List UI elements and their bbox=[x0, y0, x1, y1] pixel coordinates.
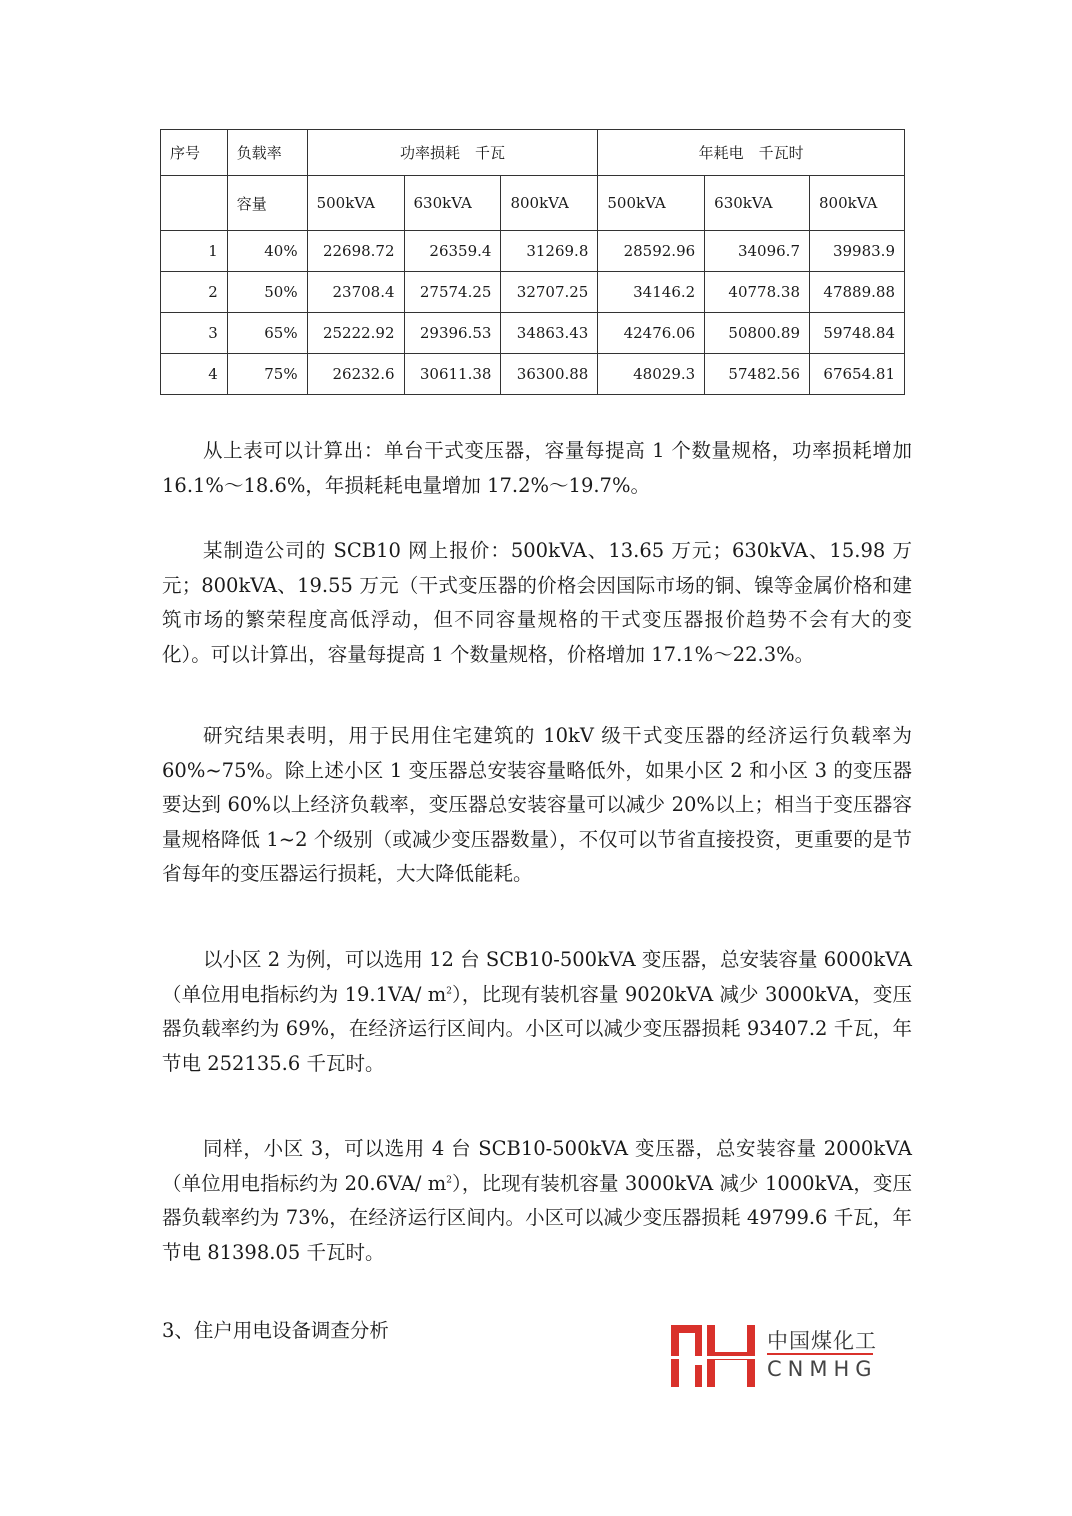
header-energy-cap: 800kVA bbox=[810, 176, 905, 231]
energy-cell: 47889.88 bbox=[810, 272, 905, 313]
table-row bbox=[161, 313, 905, 354]
header-load-rate: 负载率 bbox=[227, 130, 307, 176]
header-power-cap: 500kVA bbox=[307, 176, 404, 231]
energy-cell: 28592.96 bbox=[598, 231, 705, 272]
header-power-cap: 630kVA bbox=[404, 176, 501, 231]
header-capacity: 容量 bbox=[227, 176, 307, 231]
energy-cell: 34096.7 bbox=[705, 231, 810, 272]
table-row bbox=[161, 231, 905, 272]
energy-cell: 57482.56 bbox=[705, 354, 810, 395]
energy-cell: 50800.89 bbox=[705, 313, 810, 354]
power-loss-cell: 26232.6 bbox=[307, 354, 404, 395]
power-loss-cell: 23708.4 bbox=[307, 272, 404, 313]
logo-english-text: CNMHG bbox=[767, 1357, 878, 1381]
paragraph-price-quote: 某制造公司的 SCB10 网上报价：500kVA、13.65 万元；630kVA、15.98 万元；800kVA、19.55 万元（干式变压器的价格会因国际市场的铜、镍等金属价格和建筑市场的繁荣程度高低浮动，但不同容量规格的干式变压器报价趋势不会有大的变化）。可以计算出，容量每提高 1 个数量规格，价格增加 17.1%～22.3%。 bbox=[162, 539, 912, 666]
power-loss-cell: 27574.25 bbox=[404, 272, 501, 313]
logo-bar bbox=[695, 1325, 702, 1359]
paragraph-power-loss-increase: 从上表可以计算出：单台干式变压器，容量每提高 1 个数量规格，功率损耗增加 16.1%～18.6%，年损耗耗电量增加 17.2%～19.7%。 bbox=[162, 439, 912, 497]
table-row bbox=[161, 354, 905, 395]
energy-cell: 42476.06 bbox=[598, 313, 705, 354]
logo-chinese-text: 中国煤化工 bbox=[767, 1329, 877, 1353]
power-loss-cell: 31269.8 bbox=[501, 231, 598, 272]
table-row bbox=[161, 272, 905, 313]
row-load-rate: 40% bbox=[227, 231, 307, 272]
paragraph-district-2-example bbox=[162, 943, 912, 1081]
energy-cell: 39983.9 bbox=[810, 231, 905, 272]
table-header-row bbox=[161, 130, 905, 176]
text-span: 同样，小区 3，可以选用 4 台 SCB10-500kVA 变压器，总安装容量 2000kVA（单位用电指标约为 20.6VA/ m bbox=[162, 1137, 912, 1195]
power-loss-cell: 29396.53 bbox=[404, 313, 501, 354]
row-index: 1 bbox=[161, 231, 228, 272]
row-index: 2 bbox=[161, 272, 228, 313]
header-energy-cap: 500kVA bbox=[598, 176, 705, 231]
energy-cell: 59748.84 bbox=[810, 313, 905, 354]
energy-cell: 34146.2 bbox=[598, 272, 705, 313]
text-span: ），比现有装机容量 9020kVA 减少 3000kVA，变压器负载率约为 69%，在经济运行区间内。小区可以减少变压器损耗 93407.2 千瓦，年节电 252135.6 千瓦时。 bbox=[162, 982, 912, 1075]
cnmhg-logo bbox=[671, 1325, 881, 1387]
section-heading: 3、住户用电设备调查分析 bbox=[162, 1319, 389, 1342]
row-index: 4 bbox=[161, 354, 228, 395]
energy-cell: 40778.38 bbox=[705, 272, 810, 313]
header-annual-energy: 年耗电 千瓦时 bbox=[598, 130, 905, 176]
power-loss-cell: 22698.72 bbox=[307, 231, 404, 272]
superscript: 2 bbox=[446, 1175, 452, 1185]
energy-cell: 67654.81 bbox=[810, 354, 905, 395]
superscript: 2 bbox=[446, 986, 452, 996]
logo-divider bbox=[767, 1353, 873, 1355]
power-loss-cell: 34863.43 bbox=[501, 313, 598, 354]
header-index: 序号 bbox=[161, 130, 228, 176]
power-loss-cell: 36300.88 bbox=[501, 354, 598, 395]
row-index: 3 bbox=[161, 313, 228, 354]
row-load-rate: 75% bbox=[227, 354, 307, 395]
table-subheader-row bbox=[161, 176, 905, 231]
paragraph-research-results: 研究结果表明，用于民用住宅建筑的 10kV 级干式变压器的经济运行负载率为 60%~75%。除上述小区 1 变压器总安装容量略低外，如果小区 2 和小区 3 的变压器要达到 60%以上经济负载率，变压器总安装容量可以减少 20%以上；相当于变压器容量规格降低 1~2 个级别（或减少变压器数量），不仅可以节省直接投资，更重要的是节省每年的变压器运行损耗，大大降低能耗。 bbox=[162, 724, 912, 885]
energy-cell: 48029.3 bbox=[598, 354, 705, 395]
logo-bar bbox=[695, 1365, 702, 1387]
header-empty-cell bbox=[161, 176, 228, 231]
header-energy-cap: 630kVA bbox=[705, 176, 810, 231]
mh-logo-mark-icon bbox=[671, 1325, 757, 1387]
header-power-loss: 功率损耗 千瓦 bbox=[307, 130, 598, 176]
power-loss-cell: 25222.92 bbox=[307, 313, 404, 354]
row-load-rate: 50% bbox=[227, 272, 307, 313]
paragraph-district-3-example bbox=[162, 1132, 912, 1270]
power-loss-cell: 26359.4 bbox=[404, 231, 501, 272]
text-span: 以小区 2 为例，可以选用 12 台 SCB10-500kVA 变压器，总安装容量 6000kVA（单位用电指标约为 19.1VA/ m bbox=[162, 948, 912, 1006]
power-loss-cell: 32707.25 bbox=[501, 272, 598, 313]
logo-gap bbox=[671, 1356, 757, 1359]
row-load-rate: 65% bbox=[227, 313, 307, 354]
header-power-cap: 800kVA bbox=[501, 176, 598, 231]
transformer-loss-table bbox=[160, 129, 905, 395]
power-loss-cell: 30611.38 bbox=[404, 354, 501, 395]
text-span: ），比现有装机容量 3000kVA 减少 1000kVA，变压器负载率约为 73%，在经济运行区间内。小区可以减少变压器损耗 49799.6 千瓦，年节电 81398.05 千瓦时。 bbox=[162, 1171, 912, 1264]
